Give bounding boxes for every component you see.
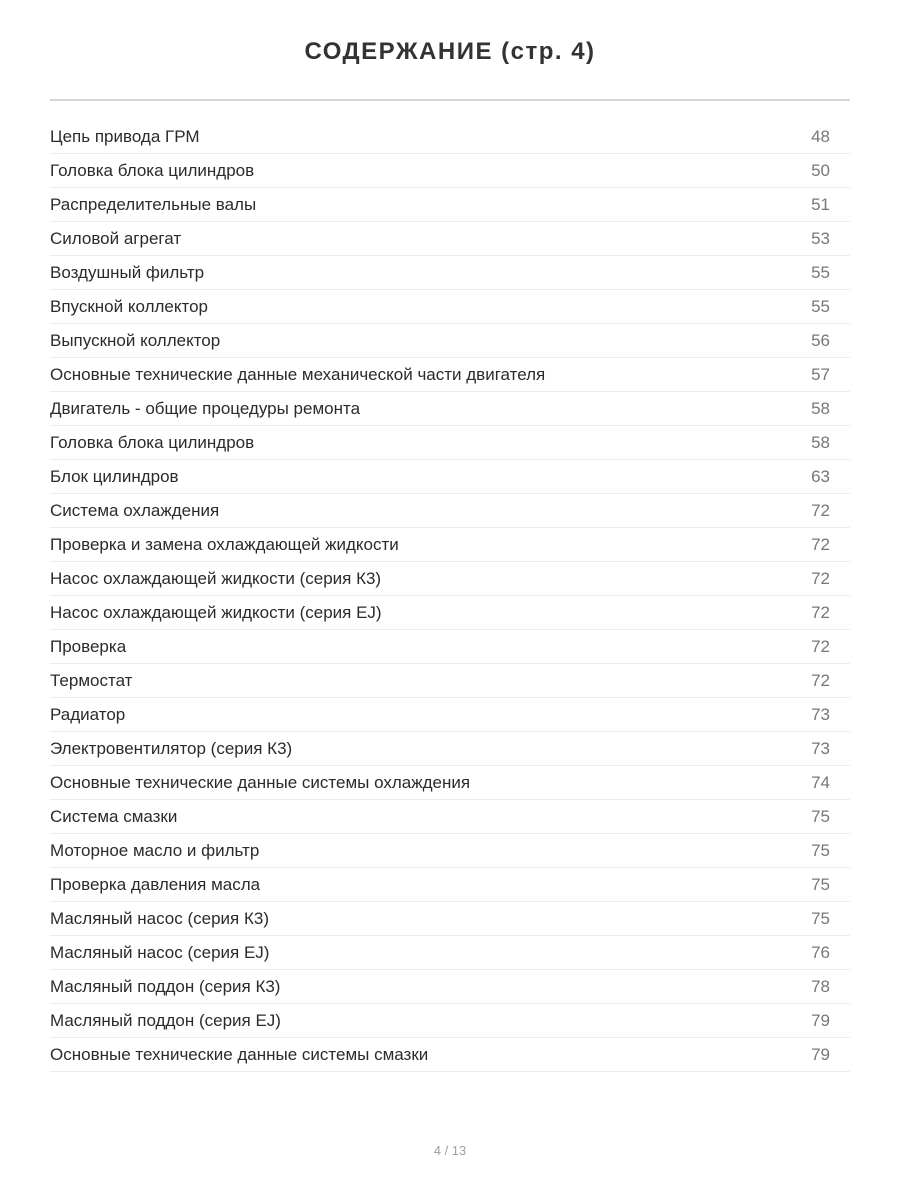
toc-entry-label: Воздушный фильтр: [50, 262, 205, 282]
toc-entry-label: Проверка: [50, 636, 127, 656]
toc-entry-label: Впускной коллектор: [50, 296, 208, 316]
toc-entry-page: 56: [811, 330, 830, 350]
toc-entry[interactable]: [50, 392, 850, 426]
toc-entry-label: Выпускной коллектор: [50, 330, 221, 350]
toc-entry-label: Силовой агрегат: [50, 228, 182, 248]
toc-entry-label: Система охлаждения: [50, 500, 220, 520]
toc-entry-label: Блок цилиндров: [50, 466, 179, 486]
toc-entry[interactable]: [50, 324, 850, 358]
toc-entry[interactable]: [50, 188, 850, 222]
toc-entry-label: Радиатор: [50, 704, 126, 724]
toc-entry[interactable]: [50, 562, 850, 596]
toc-entry-page: 72: [811, 602, 830, 622]
toc-entry-page: 74: [811, 772, 830, 792]
toc-entry[interactable]: [50, 358, 850, 392]
toc-entry-label: Основные технические данные механической части двигателя: [50, 364, 546, 384]
toc-entry[interactable]: [50, 868, 850, 902]
toc-list: [50, 120, 850, 1072]
toc-entry-page: 78: [811, 976, 830, 996]
toc-entry[interactable]: [50, 494, 850, 528]
toc-entry-label: Масляный насос (серия К3): [50, 908, 269, 928]
toc-entry[interactable]: [50, 528, 850, 562]
toc-entry[interactable]: [50, 936, 850, 970]
toc-entry[interactable]: [50, 460, 850, 494]
toc-entry[interactable]: [50, 256, 850, 290]
toc-entry-label: Основные технические данные системы охлаждения: [50, 772, 471, 792]
toc-entry-label: Головка блока цилиндров: [50, 432, 255, 452]
toc-entry-label: Цепь привода ГРМ: [50, 126, 200, 146]
toc-entry-page: 58: [811, 398, 830, 418]
toc-entry-page: 63: [811, 466, 830, 486]
toc-entry-label: Масляный поддон (серия К3): [50, 976, 281, 996]
toc-entry-label: Термостат: [50, 670, 133, 690]
toc-entry[interactable]: [50, 970, 850, 1004]
toc-entry-page: 72: [811, 670, 830, 690]
toc-entry-page: 51: [811, 194, 830, 214]
page-title: СОДЕРЖАНИЕ (стр. 4): [304, 38, 596, 65]
toc-entry-label: Моторное масло и фильтр: [50, 840, 260, 860]
toc-entry[interactable]: [50, 698, 850, 732]
toc-entry[interactable]: [50, 290, 850, 324]
toc-entry[interactable]: [50, 664, 850, 698]
toc-entry[interactable]: [50, 766, 850, 800]
toc-entry-label: Проверка и замена охлаждающей жидкости: [50, 534, 399, 554]
toc-entry-label: Система смазки: [50, 806, 178, 826]
toc-entry-label: Основные технические данные системы смазки: [50, 1044, 429, 1064]
toc-entry[interactable]: [50, 596, 850, 630]
toc-entry[interactable]: [50, 834, 850, 868]
toc-entry-page: 55: [811, 262, 830, 282]
toc-entry-label: Головка блока цилиндров: [50, 160, 255, 180]
toc-entry-page: 75: [811, 908, 830, 928]
toc-entry-label: Проверка давления масла: [50, 874, 261, 894]
toc-entry-label: Распределительные валы: [50, 194, 257, 214]
toc-entry-page: 79: [811, 1044, 830, 1064]
toc-entry[interactable]: [50, 426, 850, 460]
toc-entry-label: Двигатель - общие процедуры ремонта: [50, 398, 361, 418]
toc-entry-page: 75: [811, 874, 830, 894]
toc-entry-label: Электровентилятор (серия К3): [50, 738, 293, 758]
toc-entry-page: 79: [811, 1010, 830, 1030]
toc-entry-page: 75: [811, 806, 830, 826]
toc-entry[interactable]: [50, 902, 850, 936]
toc-entry-page: 53: [811, 228, 830, 248]
toc-entry-page: 55: [811, 296, 830, 316]
toc-entry-label: Насос охлаждающей жидкости (серия К3): [50, 568, 382, 588]
toc-entry-label: Масляный насос (серия EJ): [50, 942, 270, 962]
toc-entry-page: 72: [811, 534, 830, 554]
toc-entry[interactable]: [50, 154, 850, 188]
toc-entry[interactable]: [50, 120, 850, 154]
toc-entry[interactable]: [50, 1004, 850, 1038]
toc-entry[interactable]: [50, 732, 850, 766]
toc-entry-page: 58: [811, 432, 830, 452]
toc-entry[interactable]: [50, 222, 850, 256]
toc-entry-page: 73: [811, 704, 830, 724]
toc-entry-page: 75: [811, 840, 830, 860]
toc-entry-page: 72: [811, 568, 830, 588]
toc-entry-page: 76: [811, 942, 830, 962]
toc-entry-label: Масляный поддон (серия EJ): [50, 1010, 281, 1030]
toc-entry-page: 48: [811, 126, 830, 146]
toc-entry[interactable]: [50, 1038, 850, 1072]
toc-entry-page: 73: [811, 738, 830, 758]
toc-entry-page: 50: [811, 160, 830, 180]
title-divider: [50, 99, 850, 101]
toc-entry[interactable]: [50, 800, 850, 834]
toc-entry-label: Насос охлаждающей жидкости (серия EJ): [50, 602, 382, 622]
toc-entry-page: 57: [811, 364, 830, 384]
toc-entry-page: 72: [811, 500, 830, 520]
toc-entry[interactable]: [50, 630, 850, 664]
page-counter: 4 / 13: [433, 1143, 467, 1158]
toc-entry-page: 72: [811, 636, 830, 656]
